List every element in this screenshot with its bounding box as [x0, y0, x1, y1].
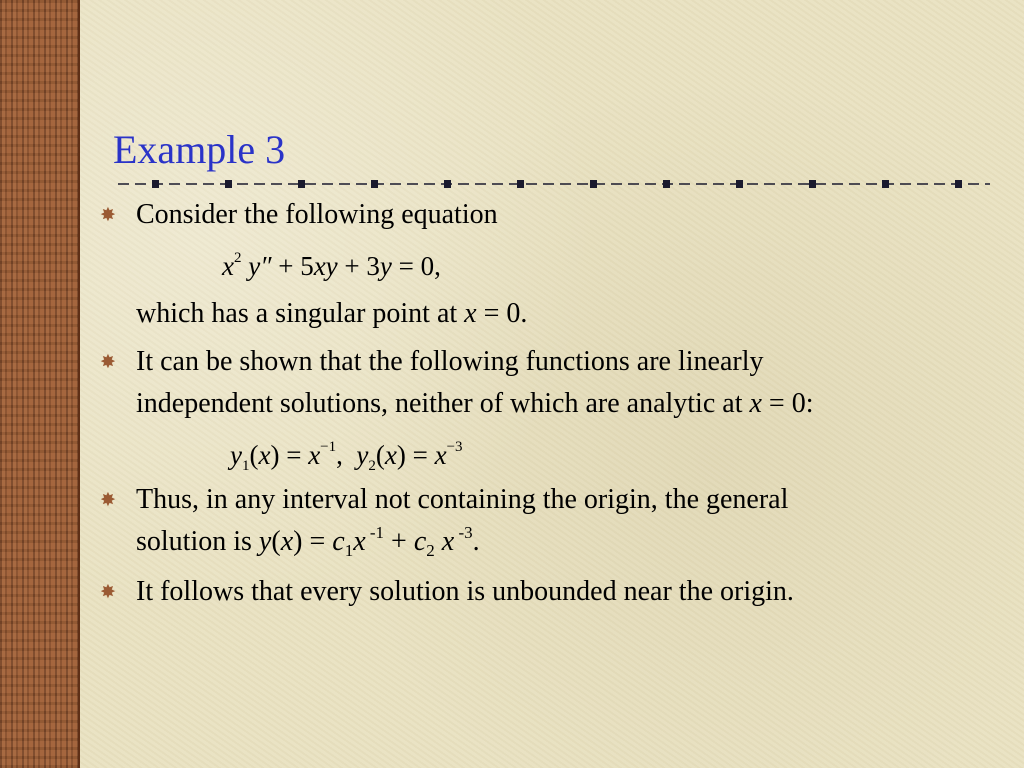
star-bullet-icon: ✸: [100, 582, 116, 603]
bullet-3-line-1: Thus, in any interval not containing the origin, the general: [136, 484, 789, 515]
bullet-1-text: Consider the following equation: [136, 199, 498, 230]
star-bullet-icon: ✸: [100, 352, 116, 373]
star-bullet-icon: ✸: [100, 490, 116, 511]
bullet-4-text: It follows that every solution is unbounded near the origin.: [136, 576, 794, 607]
bullet-3-line-2: solution is $y(x) = c_1x$ $^{-1} + c_2$ x $^{-3}$.: [136, 523, 480, 560]
star-bullet-icon: ✸: [100, 205, 116, 226]
slide-title: Example 3: [113, 127, 286, 172]
bullet-1-equation: $x^2$ y″ + 5xy + 3y = 0,: [222, 250, 441, 281]
decorative-sidebar: [0, 0, 80, 768]
title-divider: [118, 178, 990, 190]
bullet-2-line-1: It can be shown that the following functions are linearly: [136, 346, 764, 377]
bullet-1-continuation: which has a singular point at x = 0.: [136, 298, 528, 329]
bullet-2-line-2: independent solutions, neither of which are analytic at x = 0:: [136, 388, 814, 419]
bullet-2-equation: $y_1(x) = x^{-1}$, $y_2(x) = x^{-3}$: [230, 439, 463, 474]
